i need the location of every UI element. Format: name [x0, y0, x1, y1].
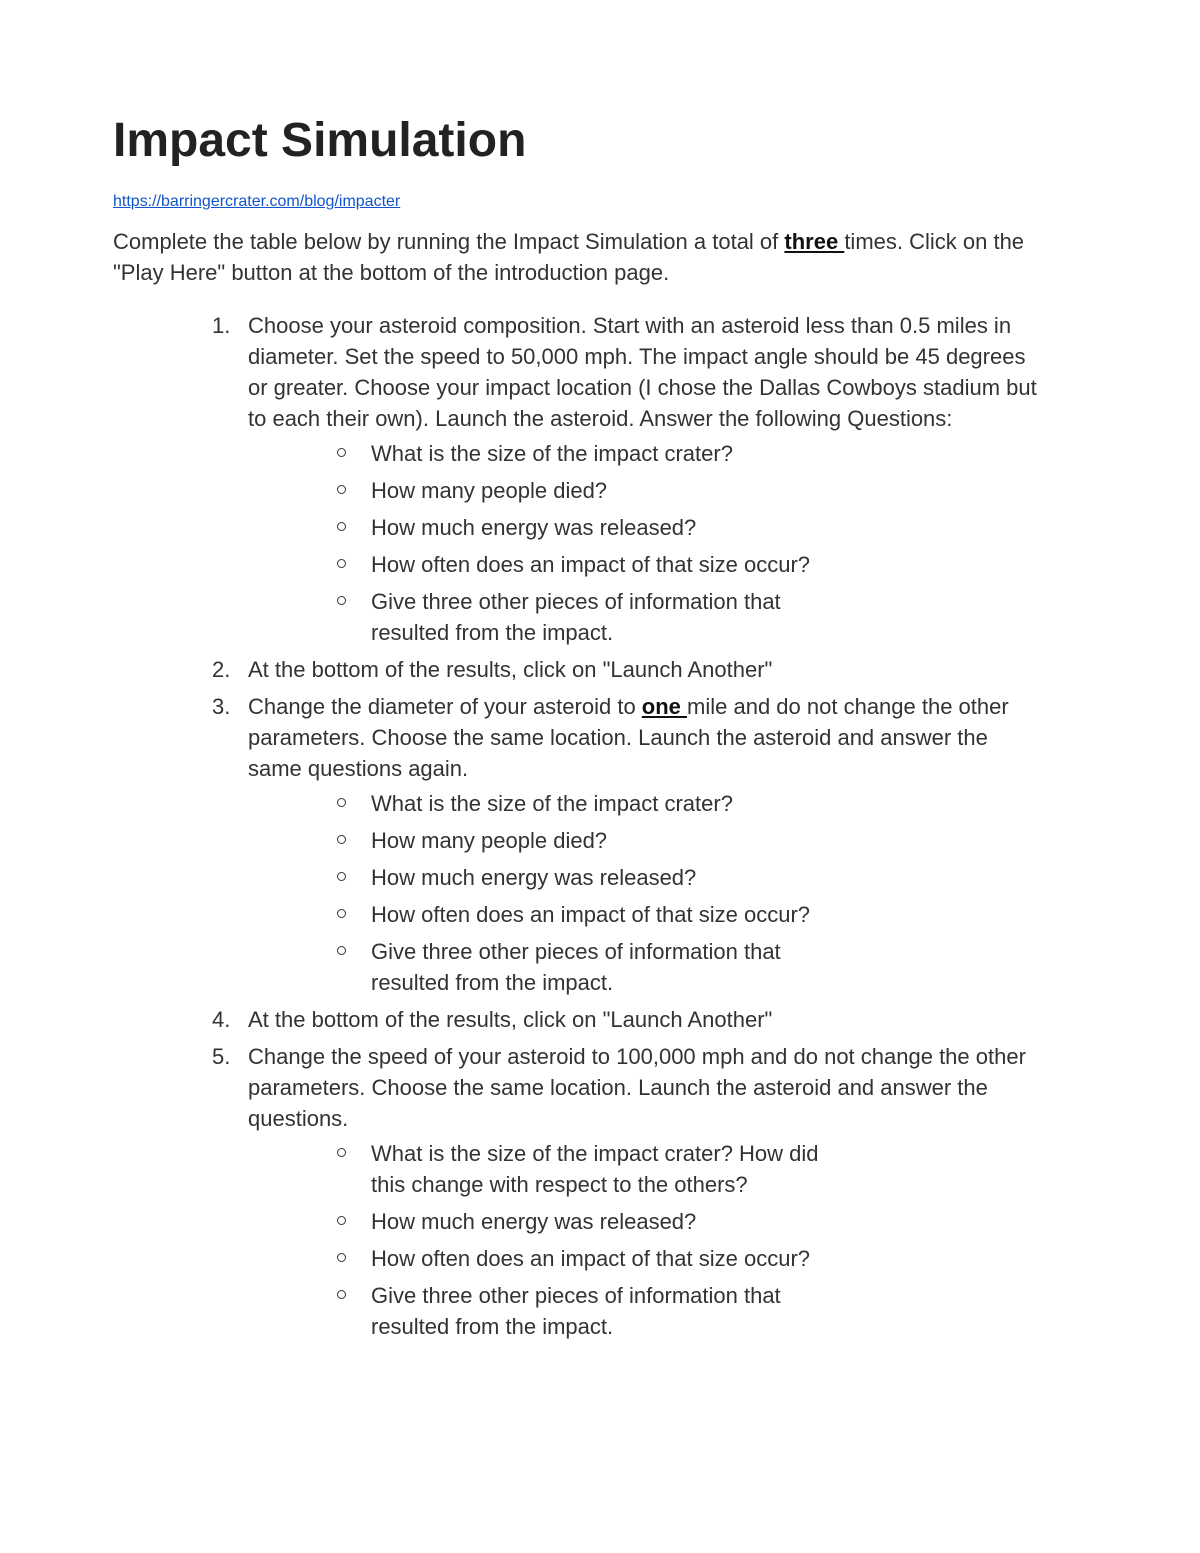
step-item-3 — [113, 691, 1038, 998]
step-number: 2. — [212, 657, 231, 682]
question-text: Give three other pieces of information that resulted from the impact. — [371, 939, 781, 995]
question-item — [248, 788, 841, 819]
circle-bullet-icon — [337, 946, 346, 955]
question-item — [248, 936, 841, 998]
question-item — [248, 1280, 841, 1342]
step-text: Change the speed of your asteroid to 100,000 mph and do not change the other parameters. Choose the same location. Launch the asteroid and answer the questions. — [248, 1044, 1026, 1131]
step-number: 3. — [212, 694, 231, 719]
document-page — [113, 112, 1073, 1348]
question-text: What is the size of the impact crater? — [371, 791, 733, 816]
question-item — [248, 1206, 841, 1237]
question-text: How often does an impact of that size occur? — [371, 1246, 811, 1271]
circle-bullet-icon — [337, 522, 346, 531]
intro-paragraph — [113, 226, 1073, 288]
circle-bullet-icon — [337, 1216, 346, 1225]
question-item — [248, 475, 841, 506]
circle-bullet-icon — [337, 872, 346, 881]
step-item-2 — [113, 654, 1038, 685]
question-item — [248, 586, 841, 648]
question-list — [248, 788, 1038, 998]
intro-text-after: times. Click on the "Play Here" button at the bottom of the introduction page. — [113, 229, 1025, 285]
question-item — [248, 549, 841, 580]
question-item — [248, 512, 841, 543]
question-list — [248, 1138, 1038, 1342]
question-item — [248, 825, 841, 856]
circle-bullet-icon — [337, 1253, 346, 1262]
circle-bullet-icon — [337, 1148, 346, 1157]
step-emphasis: one — [641, 694, 688, 719]
step-text: At the bottom of the results, click on "Launch Another" — [248, 657, 773, 682]
impacter-link[interactable]: https://barringercrater.com/blog/impacter — [113, 193, 401, 210]
question-text: How often does an impact of that size occur? — [371, 902, 811, 927]
step-item-1 — [113, 310, 1038, 648]
step-text: Choose your asteroid composition. Start with an asteroid less than 0.5 miles in diameter. Set the speed to 50,000 mph. The impact angle should be 45 degrees or greater. Choose your impact location (I chose the Dallas Cowboys stadium but to each their own). Launch the asteroid. Answer the following Questions: — [248, 313, 1037, 431]
step-number: 4. — [212, 1007, 231, 1032]
step-number: 5. — [212, 1044, 231, 1069]
step-text-before: Change the diameter of your asteroid to — [248, 694, 642, 719]
question-list — [248, 438, 1038, 648]
question-text: How many people died? — [371, 828, 608, 853]
question-text: What is the size of the impact crater? — [371, 441, 733, 466]
circle-bullet-icon — [337, 485, 346, 494]
question-item — [248, 1243, 841, 1274]
circle-bullet-icon — [337, 1290, 346, 1299]
circle-bullet-icon — [337, 448, 346, 457]
question-text: What is the size of the impact crater? How did this change with respect to the others? — [371, 1141, 819, 1197]
step-text: At the bottom of the results, click on "Launch Another" — [248, 1007, 773, 1032]
circle-bullet-icon — [337, 596, 346, 605]
step-number: 1. — [212, 313, 231, 338]
question-text: Give three other pieces of information that resulted from the impact. — [371, 589, 781, 645]
circle-bullet-icon — [337, 909, 346, 918]
intro-text-before: Complete the table below by running the Impact Simulation a total of — [113, 229, 785, 254]
step-item-4 — [113, 1004, 1038, 1035]
step-item-5 — [113, 1041, 1038, 1342]
intro-emphasis: three — [784, 229, 845, 254]
question-text: How much energy was released? — [371, 1209, 697, 1234]
question-item — [248, 899, 841, 930]
question-item — [248, 1138, 841, 1200]
circle-bullet-icon — [337, 835, 346, 844]
question-text: How often does an impact of that size occur? — [371, 552, 811, 577]
question-item — [248, 862, 841, 893]
circle-bullet-icon — [337, 559, 346, 568]
circle-bullet-icon — [337, 798, 346, 807]
steps-list — [113, 310, 1073, 1342]
question-text: How much energy was released? — [371, 515, 697, 540]
page-title: Impact Simulation — [113, 114, 527, 167]
step-text-after: mile and do not change the other parameters. Choose the same location. Launch the asteroid and answer the same questions again. — [248, 694, 1009, 781]
question-text: How much energy was released? — [371, 865, 697, 890]
question-text: How many people died? — [371, 478, 608, 503]
question-text: Give three other pieces of information that resulted from the impact. — [371, 1283, 781, 1339]
question-item — [248, 438, 841, 469]
